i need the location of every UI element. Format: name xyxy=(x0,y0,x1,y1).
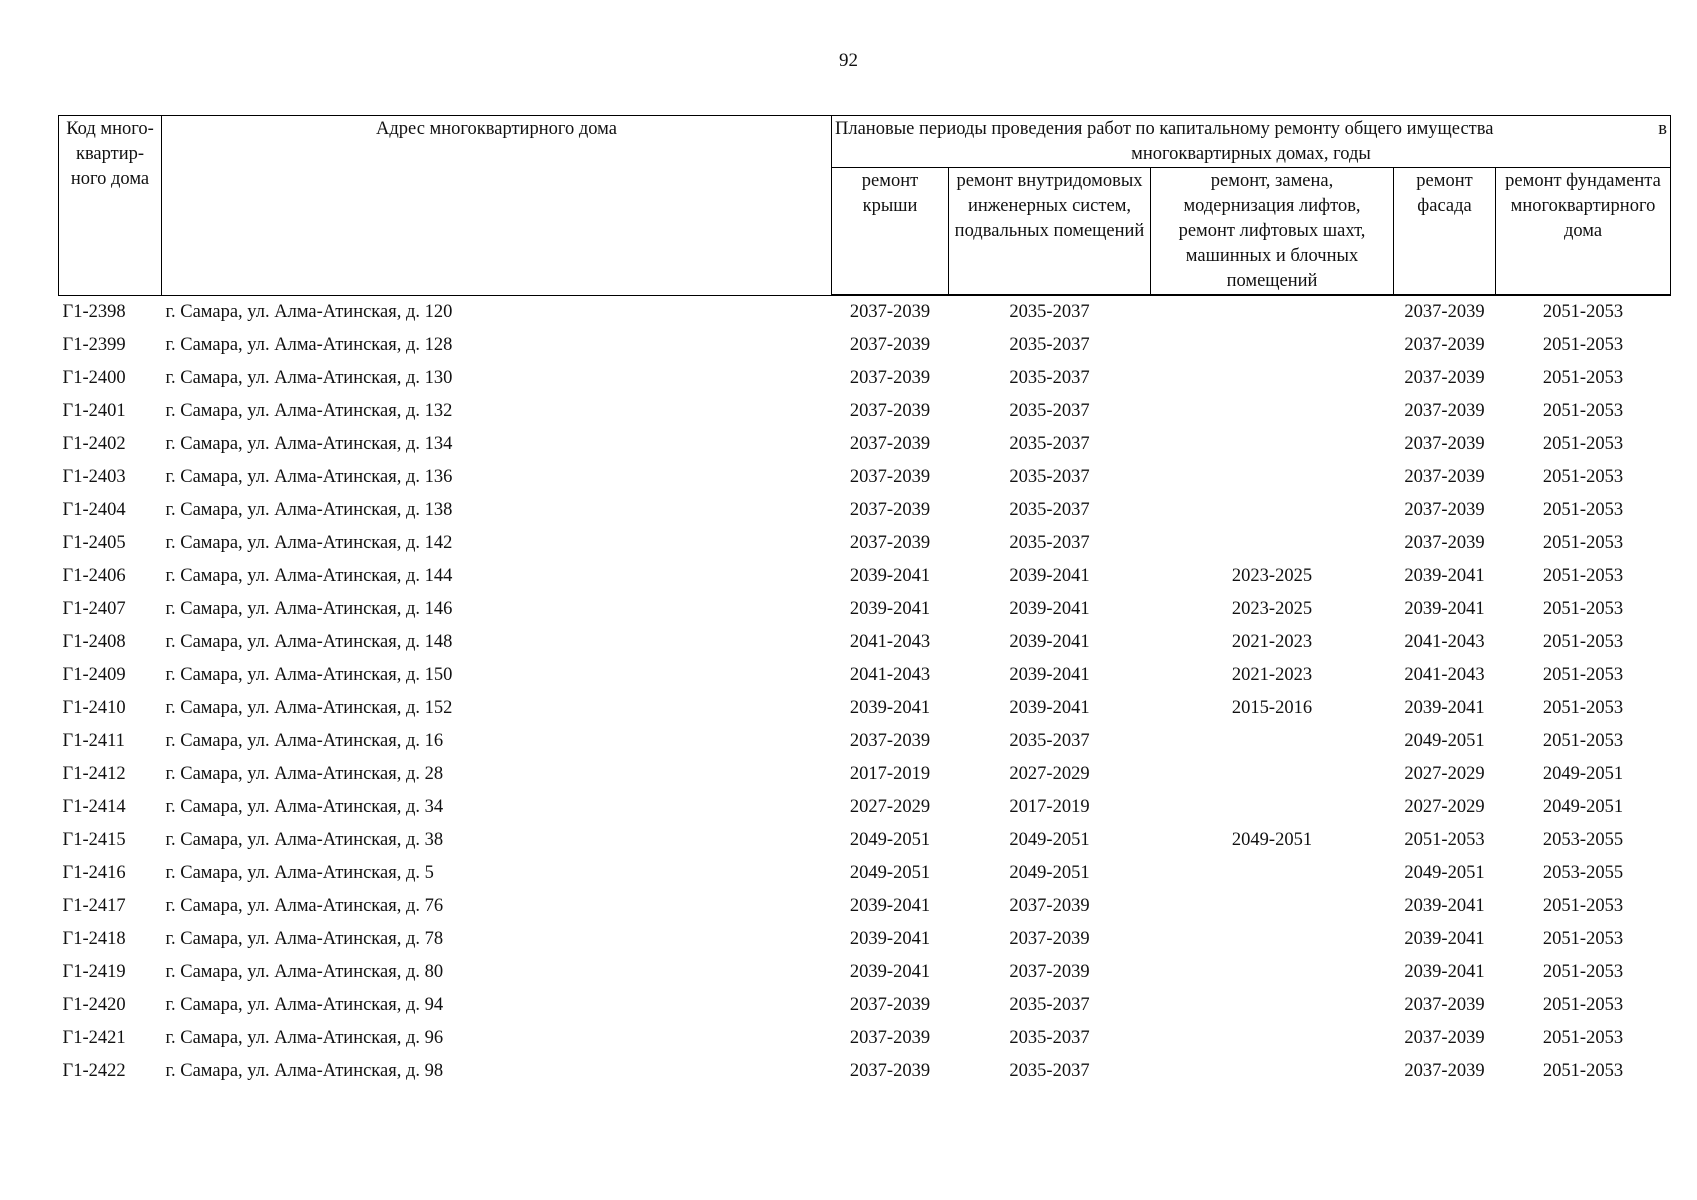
cell-foundation-period: 2051-2053 xyxy=(1542,665,1624,685)
table-body xyxy=(59,295,1671,1088)
cell-elevators-period xyxy=(1151,1055,1394,1088)
cell-address: г. Самара, ул. Алма-Атинская, д. 5 xyxy=(165,863,434,883)
cell-elevators-period xyxy=(1151,725,1394,758)
cell-foundation-period: 2051-2053 xyxy=(1542,962,1624,982)
table-row xyxy=(59,593,1671,626)
cell-facade-period: 2039-2041 xyxy=(1404,962,1485,982)
cell-facade-period: 2051-2053 xyxy=(1404,830,1485,850)
cell-engineering-period: 2035-2037 xyxy=(1009,467,1090,487)
header-address: Адрес многоквартирного дома xyxy=(162,116,832,296)
cell-address: г. Самара, ул. Алма-Атинская, д. 152 xyxy=(165,698,453,718)
cell-facade-period: 2037-2039 xyxy=(1404,467,1485,487)
cell-address: г. Самара, ул. Алма-Атинская, д. 78 xyxy=(165,929,444,949)
cell-code: Г1-2405 xyxy=(62,533,126,553)
cell-roof-period: 2037-2039 xyxy=(849,500,931,520)
cell-foundation-period: 2051-2053 xyxy=(1542,929,1624,949)
table-row xyxy=(59,1022,1671,1055)
cell-roof-period: 2039-2041 xyxy=(849,599,931,619)
header-periods-title-line2: многоквартирных домах, годы xyxy=(1131,144,1371,164)
cell-roof-period: 2037-2039 xyxy=(849,731,931,751)
cell-facade-period: 2049-2051 xyxy=(1404,863,1485,883)
cell-engineering-period: 2039-2041 xyxy=(1009,632,1090,652)
cell-foundation-period: 2051-2053 xyxy=(1542,995,1624,1015)
cell-foundation-period: 2053-2055 xyxy=(1542,830,1624,850)
cell-foundation-period: 2053-2055 xyxy=(1542,863,1624,883)
cell-address: г. Самара, ул. Алма-Атинская, д. 98 xyxy=(165,1061,444,1081)
cell-foundation-period: 2051-2053 xyxy=(1542,500,1624,520)
cell-roof-period: 2037-2039 xyxy=(849,1028,931,1048)
cell-engineering-period: 2035-2037 xyxy=(1009,500,1090,520)
cell-code: Г1-2412 xyxy=(62,764,126,784)
cell-roof-period: 2039-2041 xyxy=(849,698,931,718)
cell-address: г. Самара, ул. Алма-Атинская, д. 94 xyxy=(165,995,444,1015)
cell-elevators-period xyxy=(1151,1022,1394,1055)
cell-code: Г1-2420 xyxy=(62,995,126,1015)
cell-code: Г1-2398 xyxy=(62,301,126,322)
cell-code: Г1-2416 xyxy=(62,863,126,883)
cell-elevators-period xyxy=(1151,791,1394,824)
cell-facade-period: 2037-2039 xyxy=(1404,401,1485,421)
cell-engineering-period: 2035-2037 xyxy=(1009,401,1090,421)
cell-address: г. Самара, ул. Алма-Атинская, д. 38 xyxy=(165,830,444,850)
cell-elevators-period xyxy=(1151,428,1394,461)
cell-engineering-period: 2035-2037 xyxy=(1009,335,1090,355)
cell-foundation-period: 2051-2053 xyxy=(1542,632,1624,652)
cell-engineering-period: 2037-2039 xyxy=(1009,962,1090,982)
cell-address: г. Самара, ул. Алма-Атинская, д. 146 xyxy=(165,599,453,619)
cell-facade-period: 2037-2039 xyxy=(1404,995,1485,1015)
cell-roof-period: 2037-2039 xyxy=(849,533,931,553)
cell-facade-period: 2039-2041 xyxy=(1404,566,1485,586)
cell-engineering-period: 2035-2037 xyxy=(1009,731,1090,751)
cell-roof-period: 2037-2039 xyxy=(849,302,931,322)
cell-address: г. Самара, ул. Алма-Атинская, д. 16 xyxy=(165,731,444,751)
cell-elevators-period: 2015-2016 xyxy=(1231,698,1313,718)
cell-roof-period: 2017-2019 xyxy=(849,764,931,784)
cell-elevators-period: 2021-2023 xyxy=(1231,665,1313,685)
cell-engineering-period: 2037-2039 xyxy=(1009,929,1090,949)
cell-engineering-period: 2035-2037 xyxy=(1009,1028,1090,1048)
cell-code: Г1-2406 xyxy=(62,566,126,586)
cell-code: Г1-2407 xyxy=(62,599,126,619)
cell-roof-period: 2039-2041 xyxy=(849,566,931,586)
cell-address: г. Самара, ул. Алма-Атинская, д. 136 xyxy=(165,467,453,487)
cell-elevators-period: 2021-2023 xyxy=(1231,632,1313,652)
cell-roof-period: 2039-2041 xyxy=(849,929,931,949)
header-facade: ремонт фасада xyxy=(1394,168,1496,296)
cell-facade-period: 2039-2041 xyxy=(1404,929,1485,949)
table-row xyxy=(59,527,1671,560)
cell-engineering-period: 2027-2029 xyxy=(1009,764,1090,784)
cell-facade-period: 2037-2039 xyxy=(1404,500,1485,520)
table-row xyxy=(59,890,1671,923)
cell-roof-period: 2049-2051 xyxy=(849,863,931,883)
cell-roof-period: 2037-2039 xyxy=(849,434,931,454)
cell-address: г. Самара, ул. Алма-Атинская, д. 142 xyxy=(165,533,453,553)
cell-foundation-period: 2051-2053 xyxy=(1542,533,1624,553)
table-row xyxy=(59,395,1671,428)
cell-elevators-period xyxy=(1151,295,1394,329)
cell-address: г. Самара, ул. Алма-Атинская, д. 76 xyxy=(165,896,444,916)
header-periods-title-line1: Плановые периоды проведения работ по капитальному ремонту общего имущества xyxy=(835,119,1494,139)
cell-engineering-period: 2035-2037 xyxy=(1009,302,1090,322)
table-row xyxy=(59,758,1671,791)
cell-elevators-period: 2023-2025 xyxy=(1231,599,1313,619)
cell-facade-period: 2041-2043 xyxy=(1404,665,1485,685)
cell-foundation-period: 2051-2053 xyxy=(1542,302,1624,322)
cell-code: Г1-2422 xyxy=(62,1061,126,1081)
cell-roof-period: 2037-2039 xyxy=(849,335,931,355)
cell-code: Г1-2402 xyxy=(62,434,126,454)
cell-foundation-period: 2051-2053 xyxy=(1542,698,1624,718)
cell-address: г. Самара, ул. Алма-Атинская, д. 130 xyxy=(165,368,453,388)
cell-roof-period: 2049-2051 xyxy=(849,830,931,850)
table-row xyxy=(59,956,1671,989)
cell-roof-period: 2039-2041 xyxy=(849,896,931,916)
cell-engineering-period: 2039-2041 xyxy=(1009,698,1090,718)
cell-foundation-period: 2051-2053 xyxy=(1542,1061,1624,1081)
cell-elevators-period xyxy=(1151,923,1394,956)
cell-engineering-period: 2037-2039 xyxy=(1009,896,1090,916)
cell-foundation-period: 2051-2053 xyxy=(1542,467,1624,487)
cell-roof-period: 2037-2039 xyxy=(849,467,931,487)
cell-code: Г1-2408 xyxy=(62,632,126,652)
header-engineering: ремонт внутридомовых инженерных систем, подвальных помещений xyxy=(949,168,1151,296)
cell-foundation-period: 2051-2053 xyxy=(1542,731,1624,751)
header-foundation: ремонт фундамента многоквартирного дома xyxy=(1496,168,1671,296)
cell-code: Г1-2409 xyxy=(62,665,126,685)
cell-address: г. Самара, ул. Алма-Атинская, д. 34 xyxy=(165,797,444,817)
cell-address: г. Самара, ул. Алма-Атинская, д. 150 xyxy=(165,665,453,685)
cell-foundation-period: 2051-2053 xyxy=(1542,335,1624,355)
table-row xyxy=(59,824,1671,857)
table-row xyxy=(59,461,1671,494)
cell-code: Г1-2399 xyxy=(62,335,126,355)
cell-elevators-period xyxy=(1151,527,1394,560)
cell-code: Г1-2400 xyxy=(62,368,126,388)
table-row xyxy=(59,725,1671,758)
cell-address: г. Самара, ул. Алма-Атинская, д. 96 xyxy=(165,1028,444,1048)
cell-address: г. Самара, ул. Алма-Атинская, д. 132 xyxy=(165,401,453,421)
cell-engineering-period: 2035-2037 xyxy=(1009,533,1090,553)
cell-code: Г1-2417 xyxy=(62,896,126,916)
cell-roof-period: 2037-2039 xyxy=(849,401,931,421)
page-number: 92 xyxy=(839,50,858,71)
cell-facade-period: 2039-2041 xyxy=(1404,896,1485,916)
repair-schedule-table xyxy=(58,115,1671,1088)
cell-engineering-period: 2035-2037 xyxy=(1009,995,1090,1015)
cell-roof-period: 2037-2039 xyxy=(849,1061,931,1081)
cell-code: Г1-2401 xyxy=(62,401,126,421)
cell-address: г. Самара, ул. Алма-Атинская, д. 28 xyxy=(165,764,444,784)
cell-elevators-period xyxy=(1151,890,1394,923)
table-row xyxy=(59,857,1671,890)
cell-engineering-period: 2039-2041 xyxy=(1009,599,1090,619)
cell-foundation-period: 2049-2051 xyxy=(1542,797,1624,817)
cell-engineering-period: 2035-2037 xyxy=(1009,368,1090,388)
cell-elevators-period: 2049-2051 xyxy=(1231,830,1313,850)
cell-foundation-period: 2051-2053 xyxy=(1542,599,1624,619)
cell-roof-period: 2027-2029 xyxy=(849,797,931,817)
cell-engineering-period: 2049-2051 xyxy=(1009,830,1090,850)
cell-elevators-period xyxy=(1151,956,1394,989)
header-elevators: ремонт, замена, модернизация лифтов, ремонт лифтовых шахт, машинных и блочных помещений xyxy=(1151,168,1394,296)
cell-elevators-period xyxy=(1151,461,1394,494)
table-row xyxy=(59,989,1671,1022)
cell-facade-period: 2027-2029 xyxy=(1404,797,1485,817)
cell-facade-period: 2039-2041 xyxy=(1404,698,1485,718)
table-row xyxy=(59,659,1671,692)
header-code: Код много-квартир-ного дома xyxy=(59,116,162,296)
header-periods-title-in: в xyxy=(1658,119,1667,139)
cell-engineering-period: 2039-2041 xyxy=(1009,665,1090,685)
table-row xyxy=(59,1055,1671,1088)
header-roof: ремонт крыши xyxy=(832,168,949,296)
cell-foundation-period: 2051-2053 xyxy=(1542,1028,1624,1048)
cell-code: Г1-2421 xyxy=(62,1028,126,1048)
cell-engineering-period: 2035-2037 xyxy=(1009,1061,1090,1081)
cell-facade-period: 2049-2051 xyxy=(1404,731,1485,751)
cell-elevators-period xyxy=(1151,758,1394,791)
cell-elevators-period xyxy=(1151,989,1394,1022)
table-header xyxy=(59,116,1671,296)
cell-facade-period: 2037-2039 xyxy=(1404,1028,1485,1048)
cell-foundation-period: 2051-2053 xyxy=(1542,368,1624,388)
cell-facade-period: 2037-2039 xyxy=(1404,368,1485,388)
cell-foundation-period: 2051-2053 xyxy=(1542,896,1624,916)
cell-address: г. Самара, ул. Алма-Атинская, д. 80 xyxy=(165,962,444,982)
cell-address: г. Самара, ул. Алма-Атинская, д. 134 xyxy=(165,434,453,454)
cell-foundation-period: 2049-2051 xyxy=(1542,764,1624,784)
table-row xyxy=(59,626,1671,659)
cell-address: г. Самара, ул. Алма-Атинская, д. 144 xyxy=(165,566,453,586)
cell-elevators-period xyxy=(1151,857,1394,890)
header-periods-title xyxy=(832,116,1671,168)
table-row xyxy=(59,692,1671,725)
cell-roof-period: 2041-2043 xyxy=(849,665,931,685)
cell-foundation-period: 2051-2053 xyxy=(1542,566,1624,586)
cell-code: Г1-2415 xyxy=(62,830,126,850)
table-row xyxy=(59,560,1671,593)
cell-code: Г1-2411 xyxy=(62,731,125,751)
cell-engineering-period: 2017-2019 xyxy=(1009,797,1090,817)
cell-code: Г1-2410 xyxy=(62,698,126,718)
cell-elevators-period xyxy=(1151,395,1394,428)
cell-facade-period: 2037-2039 xyxy=(1404,533,1485,553)
cell-elevators-period xyxy=(1151,494,1394,527)
cell-roof-period: 2037-2039 xyxy=(849,368,931,388)
cell-address: г. Самара, ул. Алма-Атинская, д. 138 xyxy=(165,500,453,520)
cell-elevators-period xyxy=(1151,362,1394,395)
cell-address: г. Самара, ул. Алма-Атинская, д. 120 xyxy=(165,301,453,322)
cell-roof-period: 2041-2043 xyxy=(849,632,931,652)
cell-facade-period: 2037-2039 xyxy=(1404,434,1485,454)
cell-address: г. Самара, ул. Алма-Атинская, д. 148 xyxy=(165,632,453,652)
cell-roof-period: 2037-2039 xyxy=(849,995,931,1015)
cell-code: Г1-2418 xyxy=(62,929,126,949)
cell-elevators-period xyxy=(1151,329,1394,362)
cell-facade-period: 2037-2039 xyxy=(1404,1061,1485,1081)
table-row xyxy=(59,362,1671,395)
table-row xyxy=(59,329,1671,362)
cell-engineering-period: 2039-2041 xyxy=(1009,566,1090,586)
cell-elevators-period: 2023-2025 xyxy=(1231,566,1313,586)
cell-foundation-period: 2051-2053 xyxy=(1542,401,1624,421)
table-row xyxy=(59,295,1671,329)
cell-code: Г1-2419 xyxy=(62,962,126,982)
cell-facade-period: 2041-2043 xyxy=(1404,632,1485,652)
cell-code: Г1-2404 xyxy=(62,500,126,520)
cell-engineering-period: 2035-2037 xyxy=(1009,434,1090,454)
cell-roof-period: 2039-2041 xyxy=(849,962,931,982)
cell-facade-period: 2037-2039 xyxy=(1404,302,1485,322)
cell-address: г. Самара, ул. Алма-Атинская, д. 128 xyxy=(165,335,453,355)
table-row xyxy=(59,923,1671,956)
cell-code: Г1-2414 xyxy=(62,797,126,817)
cell-facade-period: 2037-2039 xyxy=(1404,335,1485,355)
cell-engineering-period: 2049-2051 xyxy=(1009,863,1090,883)
cell-facade-period: 2039-2041 xyxy=(1404,599,1485,619)
table-row xyxy=(59,428,1671,461)
table-row xyxy=(59,791,1671,824)
cell-facade-period: 2027-2029 xyxy=(1404,764,1485,784)
table-row xyxy=(59,494,1671,527)
cell-code: Г1-2403 xyxy=(62,467,126,487)
cell-foundation-period: 2051-2053 xyxy=(1542,434,1624,454)
